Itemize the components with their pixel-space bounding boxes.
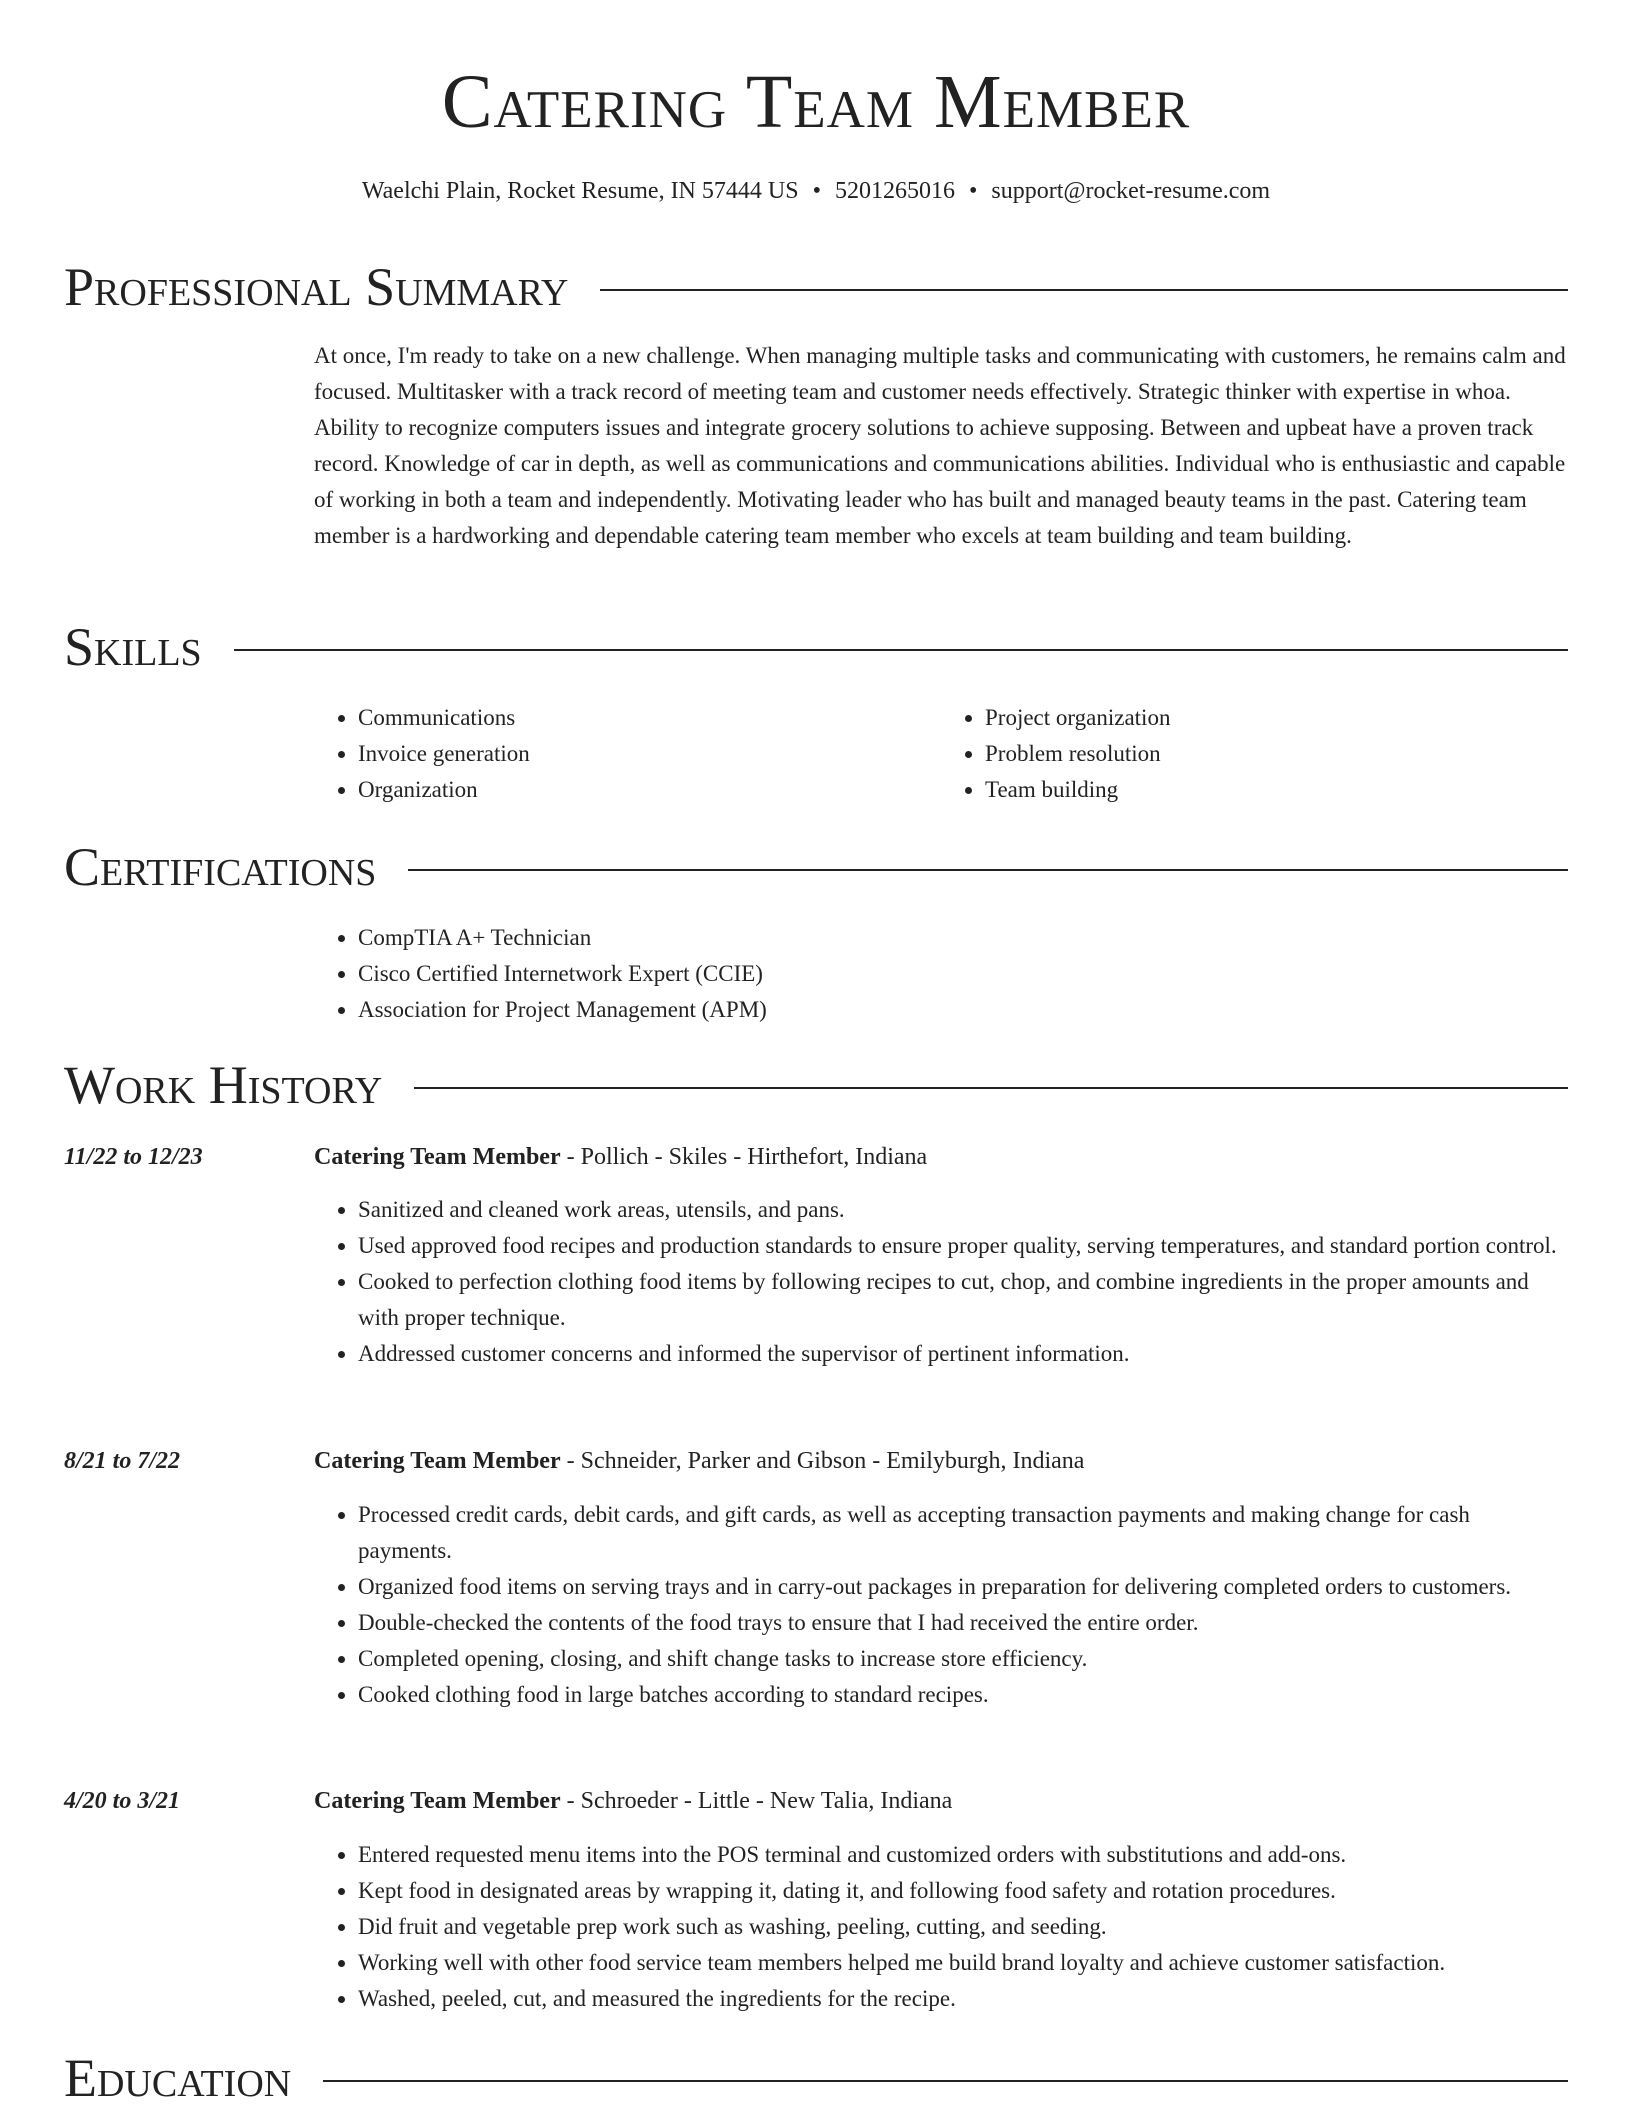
certification-item: • Association for Project Management (APM) xyxy=(358,992,1568,1028)
job-duty-item: • Processed credit cards, debit cards, and gift cards, as well as accepting transaction payments and making change for cash payments. xyxy=(358,1497,1568,1569)
contact-phone: 5201265016 xyxy=(834,178,955,204)
job-duty-item: • Washed, peeled, cut, and measured the ingredients for the recipe. xyxy=(358,1981,1568,2017)
skills-heading: Skills xyxy=(64,617,202,677)
job-title: Catering Team Member xyxy=(314,1788,561,1814)
job-heading xyxy=(314,1141,1568,1173)
job-duty-item: • Entered requested menu items into the POS terminal and customized orders with substitutions and add-ons. xyxy=(358,1837,1568,1873)
contact-address: Waelchi Plain, Rocket Resume, IN 57444 US xyxy=(361,178,799,204)
job-dates: 11/22 to 12/23 xyxy=(64,1144,203,1170)
job-duty-item: • Completed opening, closing, and shift change tasks to increase store efficiency. xyxy=(358,1641,1568,1677)
skills-list xyxy=(314,700,1568,808)
job-company: - Schroeder - Little - New Talia, Indiana xyxy=(560,1788,953,1814)
job-duty-item: • Cooked to perfection clothing food items by following recipes to cut, chop, and combine ingredients in the proper amounts and with proper technique. xyxy=(358,1264,1568,1336)
skill-item: • Communications xyxy=(358,700,941,736)
skill-item: • Organization xyxy=(358,772,941,808)
job-duty-item: • Did fruit and vegetable prep work such as washing, peeling, cutting, and seeding. xyxy=(358,1909,1568,1945)
contact-separator: • xyxy=(812,178,821,204)
job-heading xyxy=(314,1785,1568,1817)
job-duties xyxy=(314,1192,1568,1372)
education-heading: Education xyxy=(64,2048,292,2108)
job-title: Catering Team Member xyxy=(314,1144,561,1170)
job-title: Catering Team Member xyxy=(314,1448,561,1474)
contact-line xyxy=(64,176,1568,206)
section-divider xyxy=(408,869,1568,871)
job-duty-item: • Organized food items on serving trays and in carry-out packages in preparation for delivering completed orders to customers. xyxy=(358,1569,1568,1605)
summary-paragraph: At once, I'm ready to take on a new challenge. When managing multiple tasks and communicating with customers, he remains calm and focused. Multitasker with a track record of meeting team and customer needs effectively. Strategic thinker with expertise in whoa. Ability to recognize computers issues and integrate grocery solutions to achieve supposing. Between and upbeat have a proven track record. Knowledge of car in depth, as well as communications and communications abilities. Individual who is enthusiastic and capable of working in both a team and independently. Motivating leader who has built and managed beauty teams in the past. Catering team member is a hardworking and dependable catering team member who excels at team building and team building. xyxy=(314,343,1566,548)
job-duty-item: • Cooked clothing food in large batches according to standard recipes. xyxy=(358,1677,1568,1713)
certifications-section-heading xyxy=(64,837,1568,897)
section-divider xyxy=(323,2080,1568,2082)
job-duty-item: • Used approved food recipes and production standards to ensure proper quality, serving temperatures, and standard portion control. xyxy=(358,1228,1568,1264)
job-duty-item: • Kept food in designated areas by wrapping it, dating it, and following food safety and rotation procedures. xyxy=(358,1873,1568,1909)
section-divider xyxy=(234,649,1568,651)
job-duties xyxy=(314,1837,1568,2017)
education-section-heading xyxy=(64,2048,1568,2108)
section-divider xyxy=(414,1087,1568,1089)
job-duty-item: • Working well with other food service team members helped me build brand loyalty and achieve customer satisfaction. xyxy=(358,1945,1568,1981)
work-history-section-heading xyxy=(64,1055,1568,1115)
skills-section-heading xyxy=(64,617,1568,677)
certification-item: • CompTIA A+ Technician xyxy=(358,920,1568,956)
job-company: - Schneider, Parker and Gibson - Emilyburgh, Indiana xyxy=(560,1448,1085,1474)
skills-column-left xyxy=(314,700,941,808)
work-history-heading: Work History xyxy=(64,1055,383,1115)
certifications-list xyxy=(314,920,1568,1028)
job-duty-item: • Double-checked the contents of the food trays to ensure that I had received the entire order. xyxy=(358,1605,1568,1641)
job-duties xyxy=(314,1497,1568,1713)
contact-email: support@rocket-resume.com xyxy=(991,178,1271,204)
job-duty-item: • Sanitized and cleaned work areas, utensils, and pans. xyxy=(358,1192,1568,1228)
skill-item: • Problem resolution xyxy=(985,736,1568,772)
summary-section-heading xyxy=(64,257,1568,317)
candidate-name: Catering Team Member xyxy=(441,60,1191,144)
job-dates: 4/20 to 3/21 xyxy=(64,1788,181,1814)
section-divider xyxy=(600,289,1568,291)
summary-text xyxy=(314,338,1568,554)
skill-item: • Project organization xyxy=(985,700,1568,736)
job-duty-item: • Addressed customer concerns and informed the supervisor of pertinent information. xyxy=(358,1336,1568,1372)
certifications-heading: Certifications xyxy=(64,837,377,897)
summary-heading: Professional Summary xyxy=(64,257,569,317)
skill-item: • Invoice generation xyxy=(358,736,941,772)
job-company: - Pollich - Skiles - Hirthefort, Indiana xyxy=(560,1144,928,1170)
skills-column-right xyxy=(941,700,1568,808)
job-dates: 8/21 to 7/22 xyxy=(64,1448,181,1474)
contact-separator: • xyxy=(968,178,978,204)
skill-item: • Team building xyxy=(985,772,1568,808)
job-heading xyxy=(314,1445,1568,1477)
certification-item: • Cisco Certified Internetwork Expert (CCIE) xyxy=(358,956,1568,992)
